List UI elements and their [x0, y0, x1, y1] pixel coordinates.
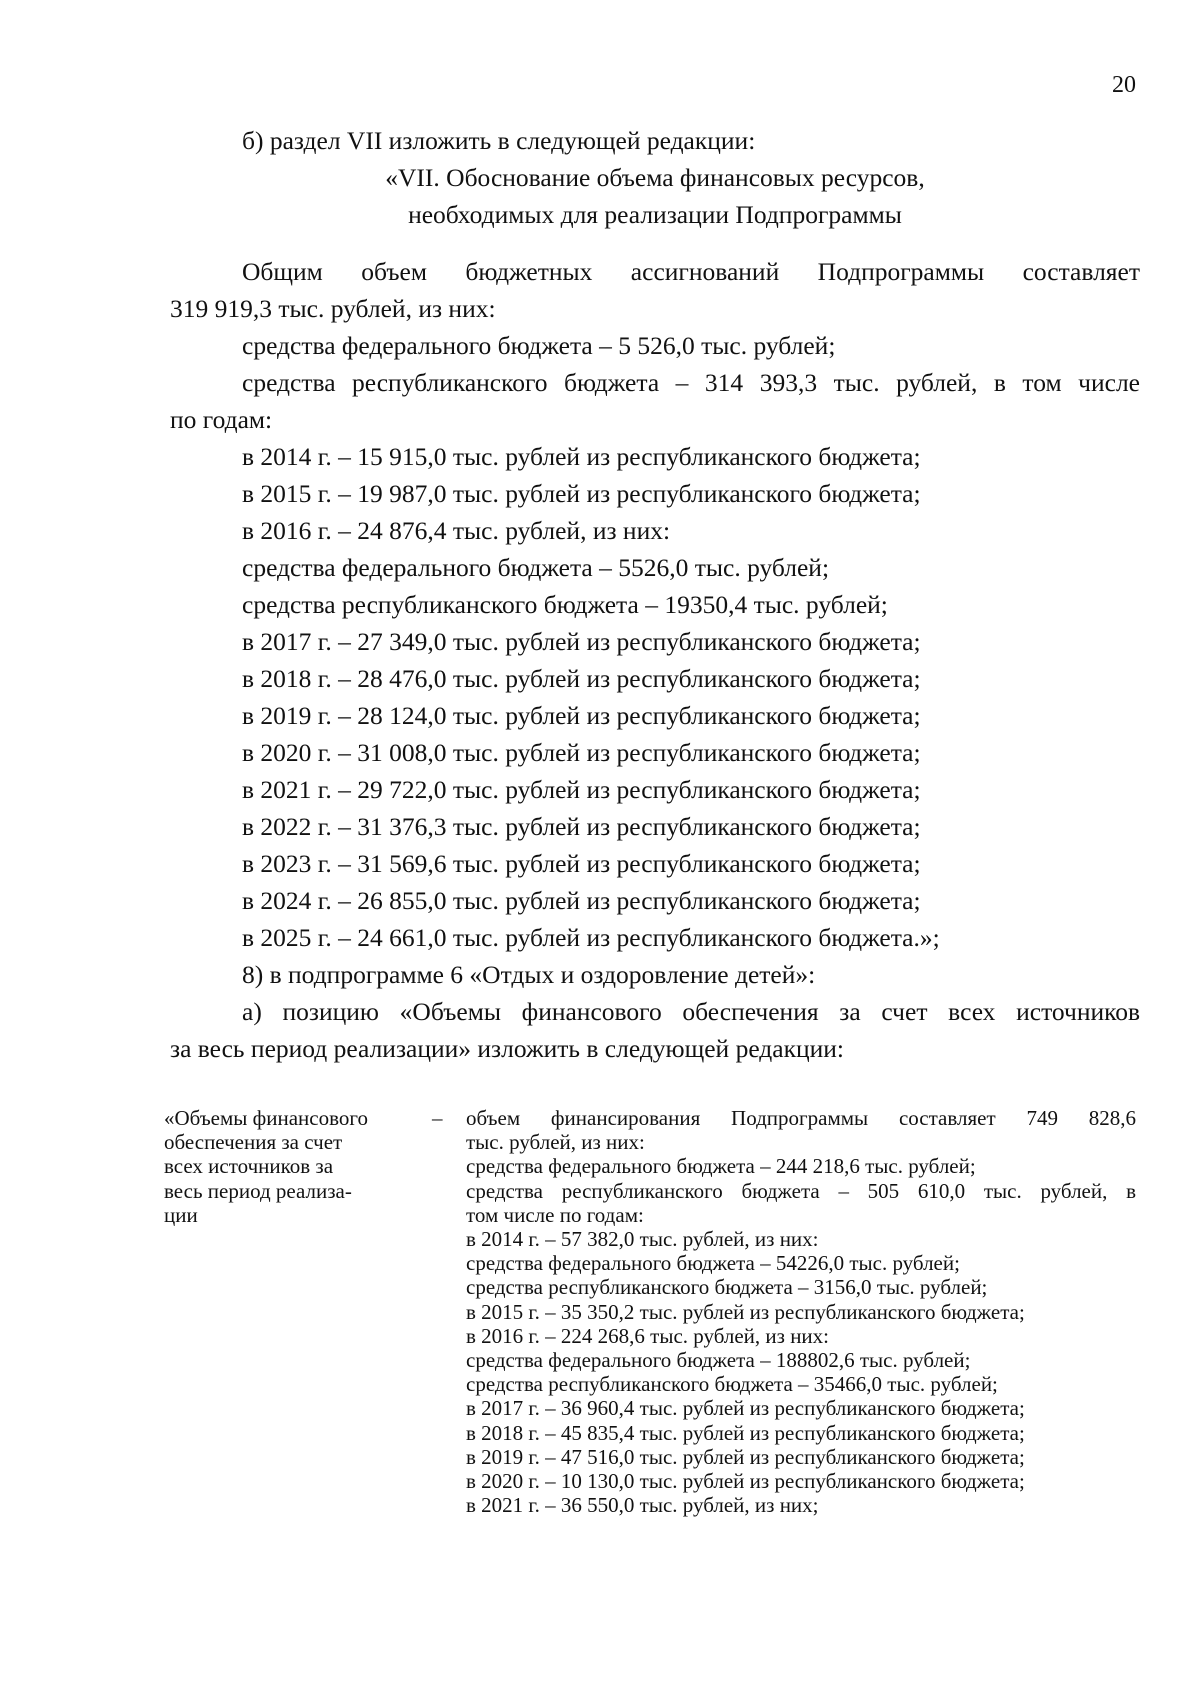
- document-body: [170, 122, 1140, 1067]
- total-volume-line-1: Общим объем бюджетных ассигнований Подпрограммы составляет: [242, 257, 1140, 286]
- year-line: в 2024 г. – 26 855,0 тыс. рублей из республиканского бюджета;: [242, 886, 921, 915]
- value-line: средства федерального бюджета – 54226,0 тыс. рублей;: [466, 1251, 960, 1276]
- section-title-line-2: необходимых для реализации Подпрограммы: [408, 200, 902, 229]
- republican-budget-line-1: средства республиканского бюджета – 314 393,3 тыс. рублей, в том числе: [242, 368, 1140, 397]
- year-line: в 2020 г. – 31 008,0 тыс. рублей из республиканского бюджета;: [242, 738, 921, 767]
- item-a-line-1: а) позицию «Объемы финансового обеспечения за счет всех источников: [242, 997, 1140, 1026]
- label-line: обеспечения за счет: [164, 1130, 343, 1155]
- section-title-line-1: «VII. Обоснование объема финансовых ресурсов,: [385, 163, 925, 192]
- value-line: в 2020 г. – 10 130,0 тыс. рублей из республиканского бюджета;: [466, 1469, 1025, 1494]
- page-number: 20: [1112, 72, 1136, 98]
- value-line: средства республиканского бюджета – 3156,0 тыс. рублей;: [466, 1275, 988, 1300]
- label-line: «Объемы финансового: [164, 1106, 368, 1130]
- label-line: всех источников за: [164, 1154, 334, 1179]
- value-line: в 2015 г. – 35 350,2 тыс. рублей из республиканского бюджета;: [466, 1299, 1025, 1324]
- year-line: в 2016 г. – 24 876,4 тыс. рублей, из них:: [242, 516, 671, 545]
- value-line: в 2016 г. – 224 268,6 тыс. рублей, из них:: [466, 1323, 830, 1348]
- year-line: в 2022 г. – 31 376,3 тыс. рублей из республиканского бюджета;: [242, 812, 921, 841]
- total-volume-line-2: 319 919,3 тыс. рублей, из них:: [170, 294, 496, 323]
- year-line: в 2025 г. – 24 661,0 тыс. рублей из республиканского бюджета.»;: [242, 923, 940, 952]
- item-a-line-2: за весь период реализации» изложить в следующей редакции:: [170, 1034, 845, 1063]
- year-line: средства республиканского бюджета – 19350,4 тыс. рублей;: [242, 590, 888, 619]
- value-line: средства республиканского бюджета – 35466,0 тыс. рублей;: [466, 1372, 998, 1397]
- financing-position-table: [164, 1106, 1144, 1517]
- year-line: в 2015 г. – 19 987,0 тыс. рублей из республиканского бюджета;: [242, 479, 921, 508]
- spacer: [170, 233, 1140, 253]
- item-8-paragraph: 8) в подпрограмме 6 «Отдых и оздоровление детей»:: [242, 960, 816, 989]
- position-label: [164, 1106, 432, 1517]
- value-line: в 2019 г. – 47 516,0 тыс. рублей из республиканского бюджета;: [466, 1444, 1025, 1469]
- year-line: в 2018 г. – 28 476,0 тыс. рублей из республиканского бюджета;: [242, 664, 921, 693]
- value-line: объем финансирования Подпрограммы составляет 749 828,6: [466, 1106, 1136, 1130]
- value-line: средства федерального бюджета – 188802,6 тыс. рублей;: [466, 1348, 971, 1373]
- value-line: в 2021 г. – 36 550,0 тыс. рублей, из них;: [466, 1493, 819, 1518]
- year-line: в 2014 г. – 15 915,0 тыс. рублей из республиканского бюджета;: [242, 442, 921, 471]
- federal-budget-line: средства федерального бюджета – 5 526,0 тыс. рублей;: [242, 331, 836, 360]
- value-line: в 2018 г. – 45 835,4 тыс. рублей из республиканского бюджета;: [466, 1420, 1025, 1445]
- year-line: в 2017 г. – 27 349,0 тыс. рублей из республиканского бюджета;: [242, 627, 921, 656]
- year-line: в 2019 г. – 28 124,0 тыс. рублей из республиканского бюджета;: [242, 701, 921, 730]
- republican-budget-line-2: по годам:: [170, 405, 273, 434]
- year-line: в 2023 г. – 31 569,6 тыс. рублей из республиканского бюджета;: [242, 849, 921, 878]
- value-line: том числе по годам:: [466, 1202, 644, 1227]
- value-line: в 2014 г. – 57 382,0 тыс. рублей, из них:: [466, 1227, 819, 1252]
- year-line: в 2021 г. – 29 722,0 тыс. рублей из республиканского бюджета;: [242, 775, 921, 804]
- position-dash: –: [432, 1106, 443, 1130]
- value-line: средства федерального бюджета – 244 218,6 тыс. рублей;: [466, 1154, 976, 1179]
- intro-paragraph: б) раздел VII изложить в следующей редакции:: [242, 126, 756, 155]
- position-value: [466, 1106, 1136, 1517]
- label-line: весь период реализа-: [164, 1178, 352, 1203]
- label-line: ции: [164, 1202, 198, 1227]
- value-line: тыс. рублей, из них:: [466, 1130, 645, 1155]
- year-line: средства федерального бюджета – 5526,0 тыс. рублей;: [242, 553, 830, 582]
- value-line: средства республиканского бюджета – 505 610,0 тыс. рублей, в: [466, 1178, 1136, 1203]
- value-line: в 2017 г. – 36 960,4 тыс. рублей из республиканского бюджета;: [466, 1396, 1025, 1421]
